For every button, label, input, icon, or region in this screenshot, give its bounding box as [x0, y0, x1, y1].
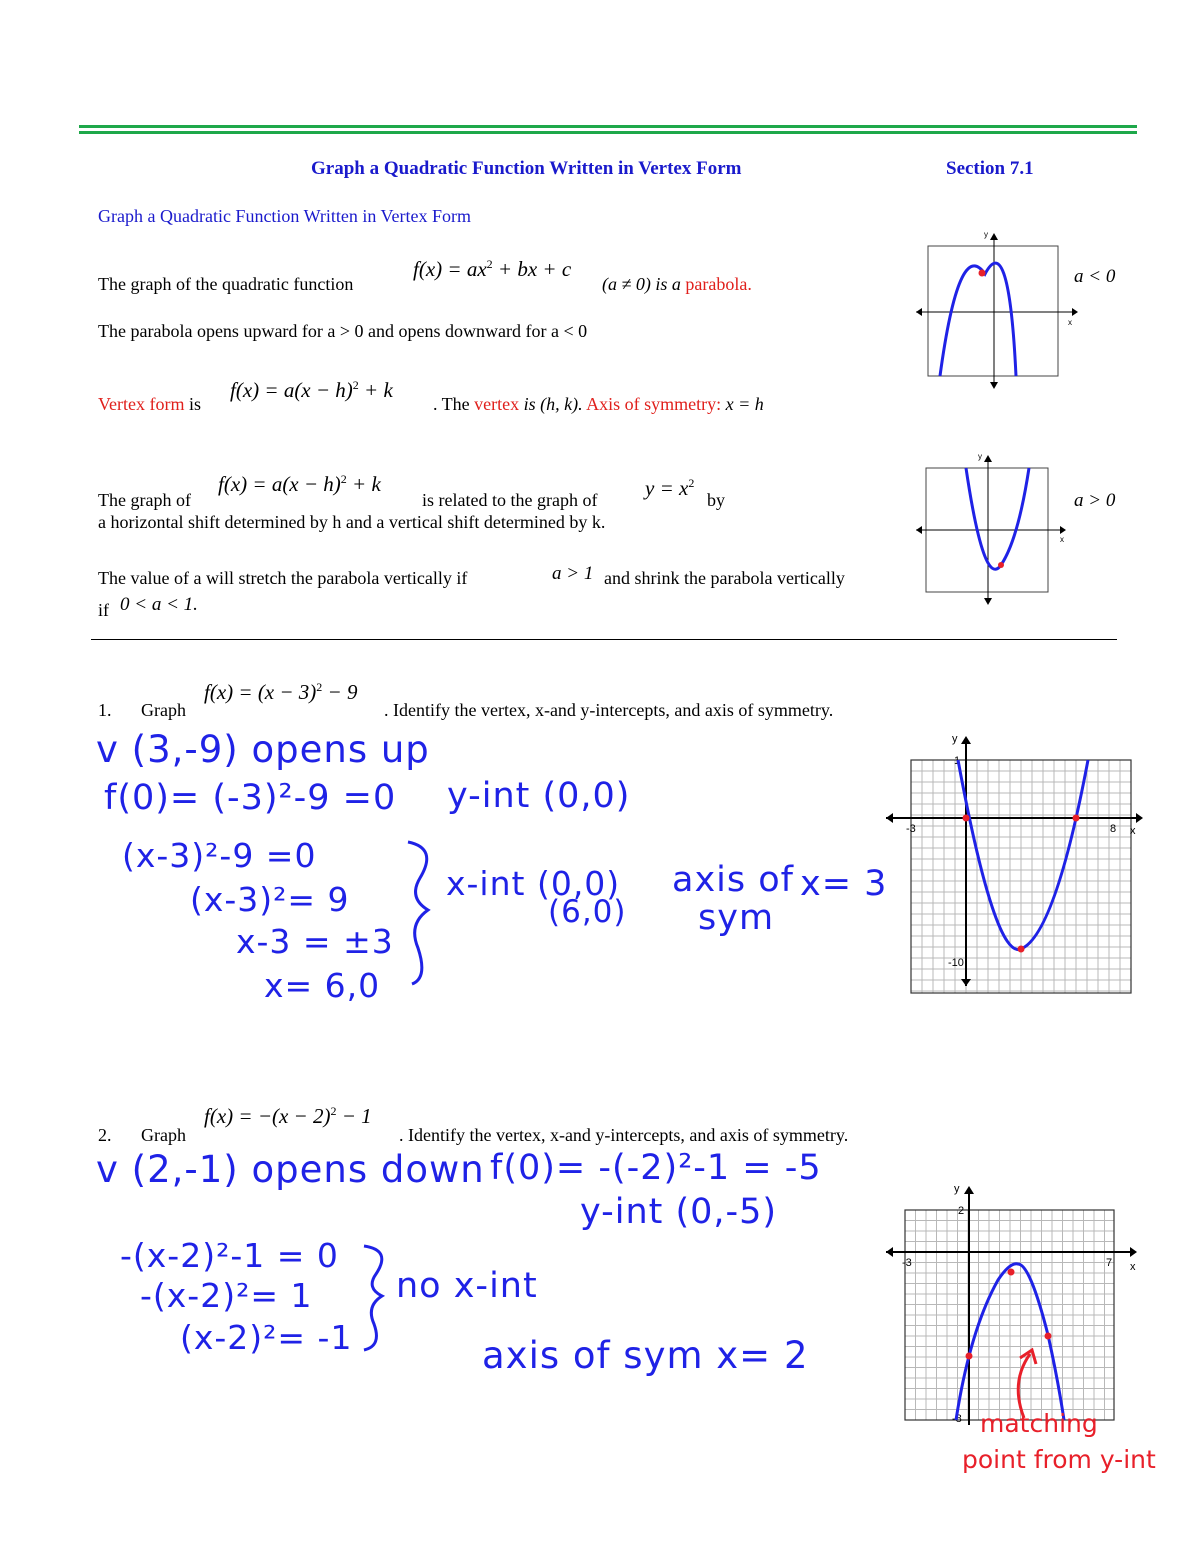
vertex-form-exp: 2: [352, 378, 359, 392]
axis-eq: x = h: [725, 394, 764, 414]
problem2-number: 2.: [98, 1125, 112, 1145]
vertex-is: is (h, k).: [523, 394, 583, 414]
intro-line2: The parabola opens upward for a > 0 and opens downward for a < 0: [98, 321, 588, 341]
y-axis-arrow-down: [990, 382, 998, 389]
header-rule-top: [79, 125, 1137, 128]
p2-brace: [356, 1242, 396, 1352]
x-axis-label: x: [1130, 1261, 1136, 1273]
x-axis-arrow-right: [1130, 1247, 1137, 1257]
graph-up-label: a > 0: [1074, 490, 1116, 511]
intro-line1-pre: The graph of the quadratic function: [98, 274, 354, 294]
problem2-instruction: . Identify the vertex, x-and y-intercepts, and axis of symmetry.: [399, 1125, 849, 1145]
y-axis-label: y: [952, 733, 958, 745]
matching-note-line1: matching: [980, 1409, 1098, 1438]
p1-hw-axis2: sym: [698, 898, 775, 938]
graph-opens-down: [912, 228, 1082, 393]
vertex-form-eq: f(x) = a(x − h): [230, 378, 353, 402]
related-by: by: [707, 490, 725, 510]
vertex-form-label: Vertex form: [98, 394, 185, 414]
problem2-eq: f(x) = −(x − 2): [204, 1104, 331, 1128]
related-exp: 2: [340, 472, 347, 486]
the-word: . The: [433, 394, 470, 414]
problem1-graph: [880, 730, 1150, 990]
is-word: is: [188, 394, 201, 414]
problem2-graph-word: Graph: [141, 1125, 186, 1145]
x-axis-arrow-right: [1060, 526, 1066, 534]
p1-hw-axis-eq: x= 3: [800, 864, 888, 904]
parent-equation: [645, 476, 694, 501]
graph-down-label: a < 0: [1074, 266, 1116, 287]
p1-hw-vertex: v (3,-9) opens up: [96, 728, 430, 771]
problem1-eq: f(x) = (x − 3): [204, 680, 317, 704]
parabola-up-curve: [966, 468, 1029, 569]
vertex-point: [998, 562, 1004, 568]
x-intercept-point: [1073, 815, 1080, 822]
header-rule-bottom: [79, 131, 1137, 134]
problem1-exp: 2: [316, 680, 323, 694]
intro-subheading: Graph a Quadratic Function Written in Vertex Form: [98, 206, 472, 226]
p1-hw-eq4: x= 6,0: [264, 966, 381, 1005]
x-min-label: -3: [902, 1257, 912, 1269]
x-axis-arrow-left: [886, 813, 893, 823]
p2-hw-yint: y-int (0,-5): [580, 1192, 778, 1232]
problem1-eq-tail: − 9: [322, 680, 358, 704]
p1-hw-eq2: (x-3)²= 9: [190, 880, 350, 919]
vertex-form-line: [98, 394, 201, 415]
graph-x-label: x: [1060, 535, 1064, 544]
graph-y-label: y: [978, 452, 982, 461]
p1-hw-f0: f(0)= (-3)²-9 =0: [104, 778, 397, 818]
p1-hw-axis1: axis of: [672, 860, 794, 900]
p2-hw-eq2: -(x-2)²= 1: [140, 1276, 313, 1315]
y-min-label: -10: [948, 957, 964, 969]
parent-eq: y = x: [645, 476, 689, 500]
y-max-label: 2: [958, 1205, 965, 1217]
stretch-pre: The value of a will stretch the parabola vertically if: [98, 568, 468, 588]
x-axis-arrow-right: [1072, 308, 1078, 316]
x-axis-arrow-left: [916, 308, 922, 316]
vertex-form-tail: + k: [358, 378, 393, 402]
intro-line1: [98, 274, 353, 295]
problem2-equation: [204, 1104, 372, 1129]
y-intercept-point: [966, 1353, 973, 1360]
x-max-label: 7: [1106, 1257, 1113, 1269]
p1-hw-xint2: (6,0): [548, 894, 627, 930]
y-intercept-point: [963, 815, 970, 822]
parabola-down-curve: [940, 263, 1016, 376]
y-axis-arrow-up: [984, 455, 992, 462]
section-divider: [91, 639, 1117, 640]
vertex-point: [1008, 1269, 1015, 1276]
p1-hw-eq1: (x-3)²-9 =0: [122, 836, 317, 875]
shrink-condition: 0 < a < 1.: [120, 594, 198, 615]
problem1-instruction: . Identify the vertex, x-and y-intercepts, and axis of symmetry.: [384, 700, 834, 720]
grid-lines: [911, 760, 1131, 993]
problem1-number: 1.: [98, 700, 112, 720]
x-axis-label: x: [1130, 825, 1136, 837]
standard-form-equation: [413, 257, 571, 282]
vertex-point: [1018, 946, 1025, 953]
p2-hw-axis: axis of sym x= 2: [482, 1334, 809, 1377]
condition-text: (a ≠ 0) is a: [602, 274, 681, 294]
graph-frame: [928, 246, 1058, 376]
section-label: Section 7.1: [946, 158, 1034, 179]
related-pre: The graph of: [98, 490, 191, 510]
x-axis-arrow-right: [1136, 813, 1143, 823]
graph-x-label: x: [1068, 318, 1072, 327]
y-axis-arrow-up: [961, 736, 971, 744]
x-max-label: 8: [1110, 823, 1117, 835]
y-axis-arrow-down: [984, 598, 992, 605]
matching-point: [1045, 1333, 1052, 1340]
shift-line: a horizontal shift determined by h and a vertical shift determined by k.: [98, 512, 606, 532]
problem1-graph-word: Graph: [141, 700, 186, 720]
parent-exp: 2: [688, 476, 695, 490]
standard-form-f: f: [413, 257, 419, 281]
p2-hw-eq3: (x-2)²= -1: [180, 1318, 353, 1357]
y-axis-arrow-down: [961, 979, 971, 986]
related-mid: is related to the graph of: [422, 490, 598, 510]
matching-note-line2: point from y-int: [962, 1445, 1156, 1474]
stretch-condition: a > 1: [552, 563, 594, 584]
p2-hw-eq1: -(x-2)²-1 = 0: [120, 1236, 339, 1275]
problem2-eq-tail: − 1: [336, 1104, 372, 1128]
related-vertex-equation: [218, 472, 381, 497]
standard-form-tail: + bx + c: [492, 257, 572, 281]
related-tail: + k: [346, 472, 381, 496]
p1-hw-xint: x-int (0,0): [446, 864, 621, 903]
shrink-if: if: [98, 600, 109, 620]
problem1-equation: [204, 680, 357, 705]
vertex-point: [979, 270, 986, 277]
parabola-word: parabola.: [685, 274, 752, 294]
y-axis-arrow-up: [964, 1186, 974, 1194]
related-eq: f(x) = a(x − h): [218, 472, 341, 496]
y-max-label: 1: [954, 755, 961, 767]
p2-hw-f0: f(0)= -(-2)²-1 = -5: [490, 1148, 822, 1188]
standard-form-exp: 2: [486, 257, 493, 271]
axis-label: Axis of symmetry:: [586, 394, 722, 414]
p1-brace: [398, 838, 438, 988]
problem2-exp: 2: [330, 1104, 337, 1118]
vertex-form-equation: [230, 378, 393, 403]
graph-y-label: y: [984, 230, 988, 239]
standard-form-rest: (x) = ax: [418, 257, 487, 281]
p1-hw-yint: y-int (0,0): [447, 776, 631, 816]
vertex-definition: [433, 394, 764, 415]
x-axis-arrow-left: [886, 1247, 893, 1257]
page-title: Graph a Quadratic Function Written in Vertex Form: [311, 158, 742, 179]
intro-line1-condition: [602, 274, 752, 295]
x-axis-arrow-left: [916, 526, 922, 534]
p2-hw-noxint: no x-int: [396, 1266, 538, 1306]
p2-hw-vertex: v (2,-1) opens down: [96, 1148, 485, 1191]
y-axis-arrow-up: [990, 233, 998, 240]
stretch-post: and shrink the parabola vertically: [604, 568, 845, 588]
y-min-label: -8: [952, 1413, 962, 1425]
x-min-label: -3: [906, 823, 916, 835]
graph-opens-up: [912, 450, 1082, 610]
p1-hw-eq3: x-3 = ±3: [236, 922, 394, 961]
vertex-word: vertex: [474, 394, 520, 414]
y-axis-label: y: [954, 1183, 960, 1195]
